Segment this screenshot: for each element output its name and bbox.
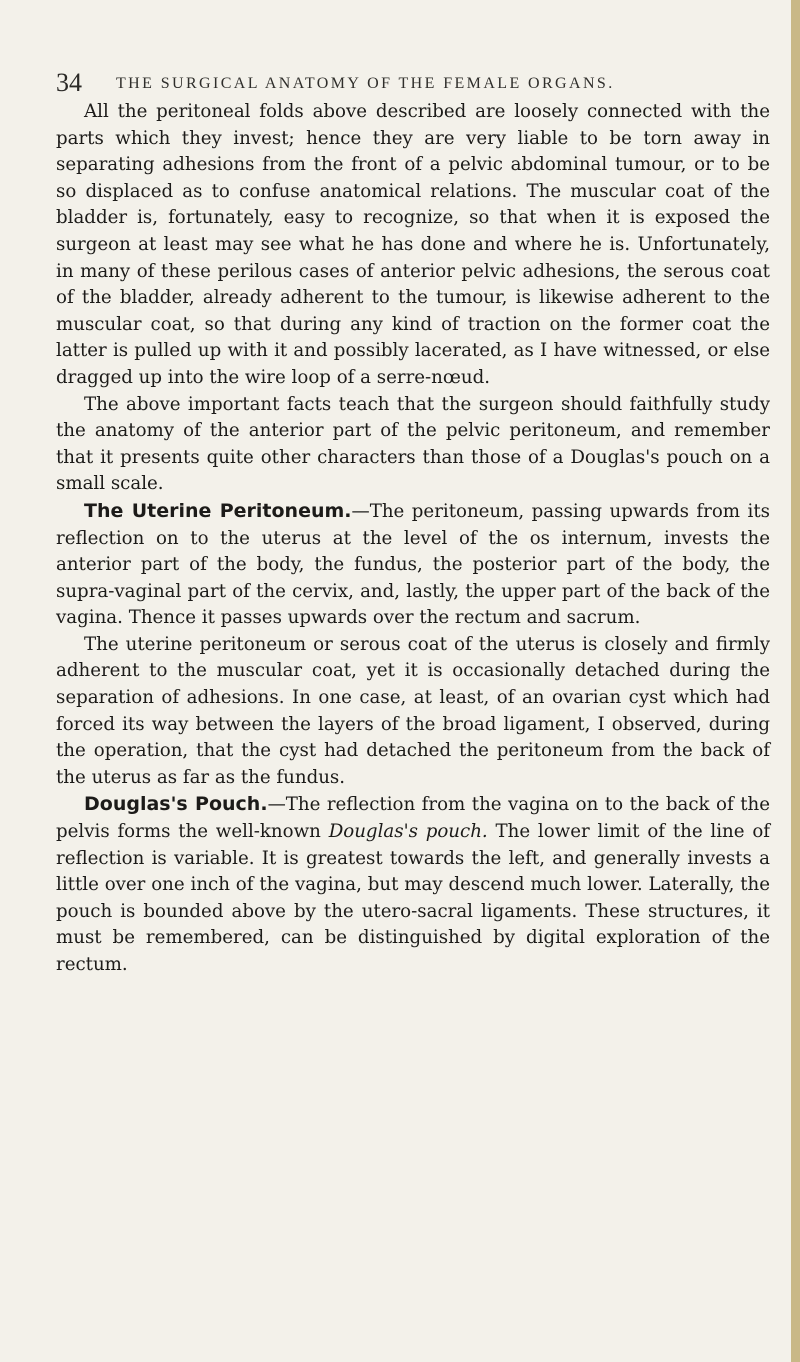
- douglas-pouch-text-b: The lower limit of the line of reflection is variable. It is greatest towards the left, and generally invests a little over one inch of the vagina, but may descend much lower. Laterally, the pouch is bounded above by the utero-sacral ligaments. These structures, it must be remembered, can be distinguished by digital exploration of the rectum.: [56, 821, 770, 975]
- running-title: THE SURGICAL ANATOMY OF THE FEMALE ORGANS.: [116, 75, 615, 92]
- page-number: 34: [56, 68, 82, 97]
- paragraph-uterine-peritoneum: [56, 498, 770, 632]
- douglas-pouch-text-a: —The reflection from the vagina on to the back of the pelvis forms the well-known: [56, 794, 770, 843]
- paragraph-anatomy-study: The above important facts teach that the surgeon should faithfully study the anatomy of the anterior part of the pelvic peritoneum, and remember that it presents quite other characters than those of a Douglas's pouch on a small scale.: [56, 393, 770, 495]
- paragraph-serous-coat: The uterine peritoneum or serous coat of the uterus is closely and firmly adherent to the muscular coat, yet it is occasionally detached during the separation of adhesions. In one case, at least, of an ovarian cyst which had forced its way between the layers of the broad ligament, I observed, during the operation, that the cyst had detached the peritoneum from the back of the uterus as far as the fundus.: [56, 633, 770, 788]
- page-header: [56, 58, 756, 98]
- section-heading-douglas-pouch: Douglas's Pouch.: [84, 793, 268, 816]
- uterine-peritoneum-text: —The peritoneum, passing upwards from its reflection on to the uterus at the level of the os internum, invests the anterior part of the body, the fundus, the posterior part of the body, the supra-vaginal part of the cervix, and, lastly, the upper part of the back of the vagina. Thence it passes upwards over the rectum and sacrum.: [56, 500, 770, 629]
- douglas-pouch-term: Douglas's pouch.: [328, 821, 488, 843]
- page-edge: [791, 0, 800, 1362]
- paragraph-douglas-pouch: [56, 791, 770, 978]
- body-text: [56, 99, 770, 979]
- section-heading-uterine-peritoneum: The Uterine Peritoneum.: [84, 499, 352, 522]
- paragraph-peritoneal-folds: All the peritoneal folds above described are loosely connected with the parts which they invest; hence they are very liable to be torn away in separating adhesions from the front of a pelvic abdominal tumour, or to be so displaced as to confuse anatomical relations. The muscular coat of the bladder is, fortunately, easy to recognize, so that when it is exposed the surgeon at least may see what he has done and where he is. Unfortunately, in many of these perilous cases of anterior pelvic adhesions, the serous coat of the bladder, already adherent to the tumour, is likewise adherent to the muscular coat, so that during any kind of traction on the former coat the latter is pulled up with it and possibly lacerated, as I have witnessed, or else dragged up into the wire loop of a serre-nœud.: [56, 101, 770, 388]
